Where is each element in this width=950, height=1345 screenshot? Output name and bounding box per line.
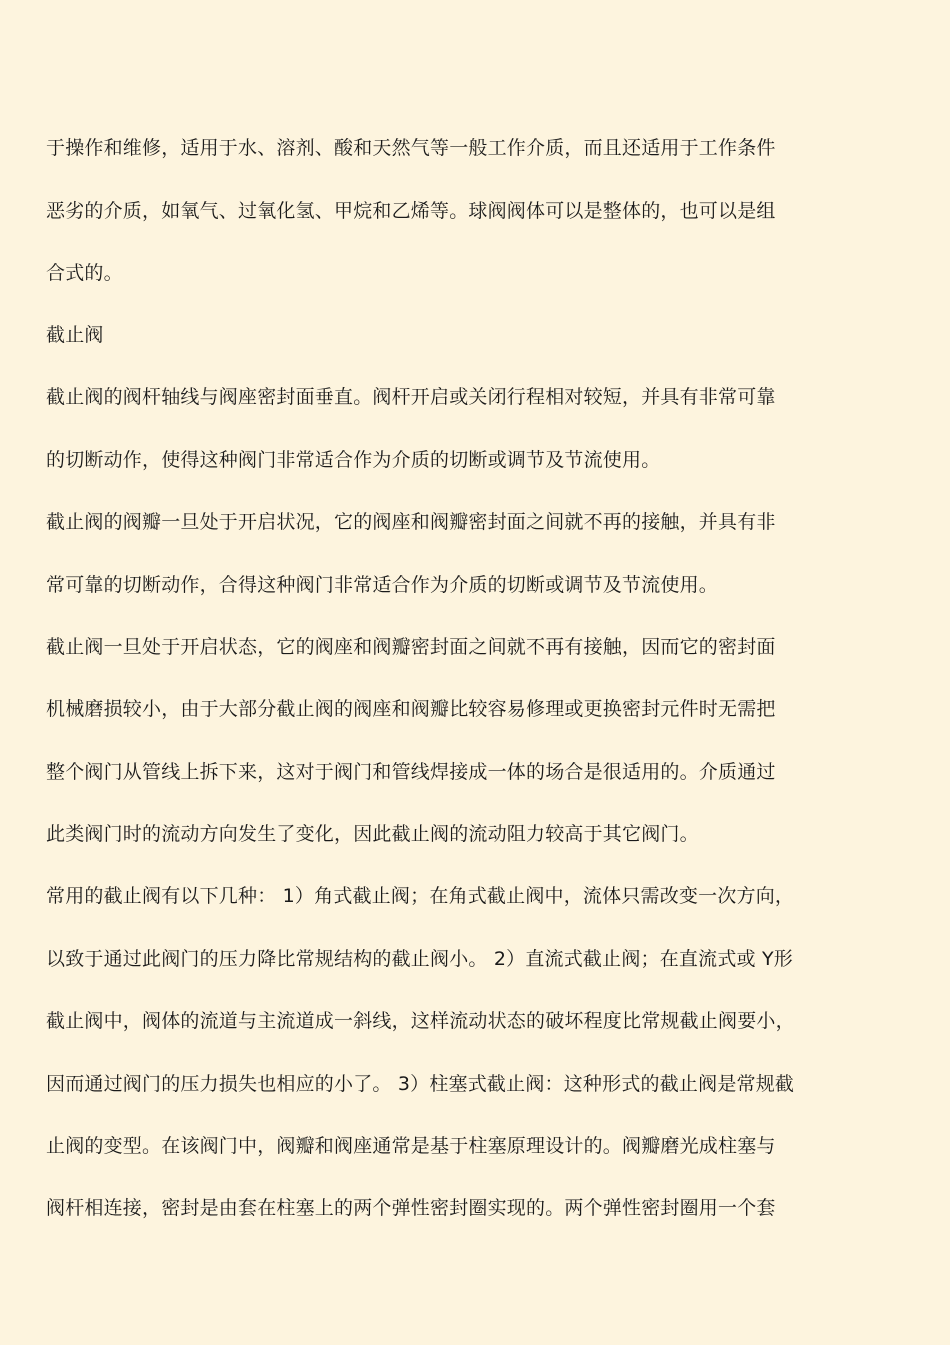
text-line: 合式的。: [46, 262, 123, 284]
text-line: 以致于通过此阀门的压力降比常规结构的截止阀小。 2）直流式截止阀；在直流式或 Y形: [46, 948, 793, 970]
text-line: 整个阀门从管线上拆下来，这对于阀门和管线焊接成一体的场合是很适用的。介质通过: [46, 761, 776, 783]
text-line: 此类阀门时的流动方向发生了变化，因此截止阀的流动阻力较高于其它阀门。: [46, 823, 699, 845]
text-line: 的切断动作，使得这种阀门非常适合作为介质的切断或调节及节流使用。: [46, 449, 661, 471]
text-line: 止阀的变型。在该阀门中，阀瓣和阀座通常是基于柱塞原理设计的。阀瓣磨光成柱塞与: [46, 1135, 776, 1157]
text-line: 常可靠的切断动作，合得这种阀门非常适合作为介质的切断或调节及节流使用。: [46, 574, 719, 596]
text-line: 截止阀的阀瓣一旦处于开启状况，它的阀座和阀瓣密封面之间就不再的接触，并具有非: [46, 511, 776, 533]
text-line: 截止阀的阀杆轴线与阀座密封面垂直。阀杆开启或关闭行程相对较短，并具有非常可靠: [46, 386, 776, 408]
text-line: 阀杆相连接，密封是由套在柱塞上的两个弹性密封圈实现的。两个弹性密封圈用一个套: [46, 1197, 776, 1219]
text-line: 截止阀中，阀体的流道与主流道成一斜线，这样流动状态的破坏程度比常规截止阀要小，: [46, 1010, 795, 1032]
text-line: 恶劣的介质，如氧气、过氧化氢、甲烷和乙烯等。球阀阀体可以是整体的，也可以是组: [46, 200, 776, 222]
text-line: 机械磨损较小，由于大部分截止阀的阀座和阀瓣比较容易修理或更换密封元件时无需把: [46, 698, 776, 720]
section-heading: 截止阀: [46, 324, 104, 346]
text-line: 常用的截止阀有以下几种： 1）角式截止阀；在角式截止阀中，流体只需改变一次方向，: [46, 885, 795, 907]
text-line: 因而通过阀门的压力损失也相应的小了。 3）柱塞式截止阀：这种形式的截止阀是常规截: [46, 1073, 795, 1095]
text-line: 于操作和维修，适用于水、溶剂、酸和天然气等一般工作介质，而且还适用于工作条件: [46, 137, 776, 159]
text-line: 截止阀一旦处于开启状态，它的阀座和阀瓣密封面之间就不再有接触，因而它的密封面: [46, 636, 776, 658]
